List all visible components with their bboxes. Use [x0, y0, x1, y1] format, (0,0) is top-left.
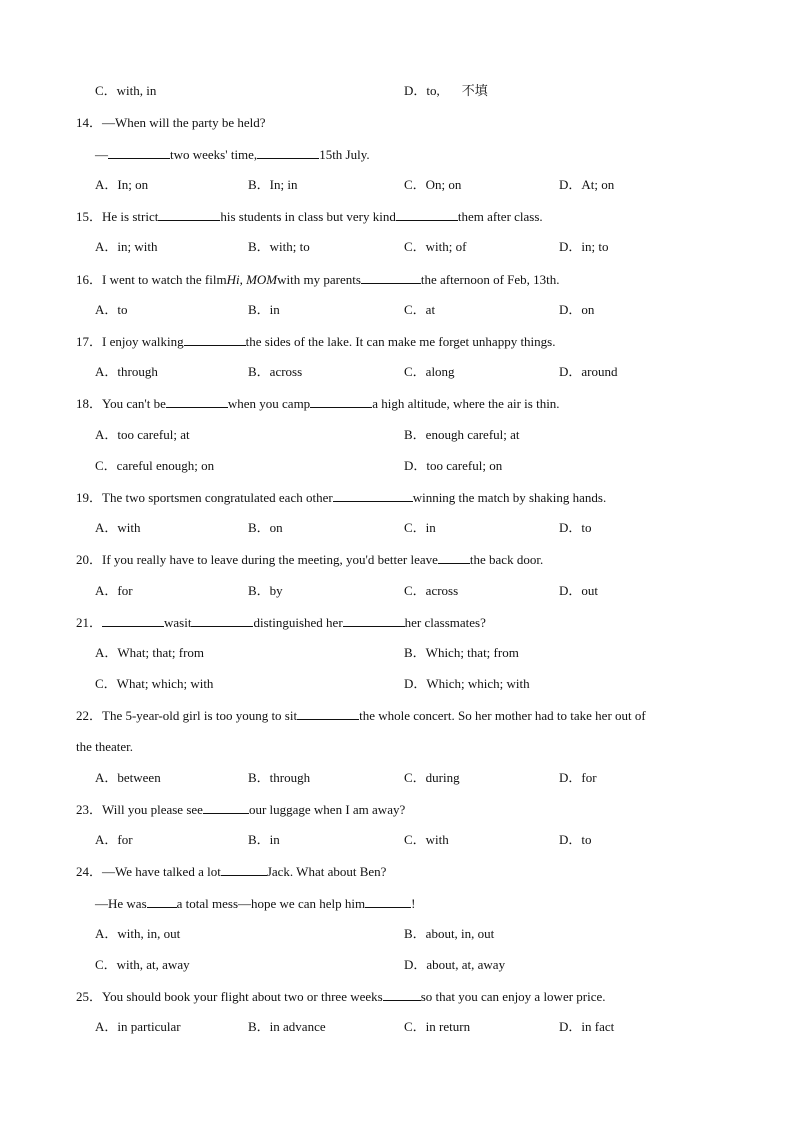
- q20-option-c[interactable]: C．across: [404, 583, 459, 598]
- answer-blank[interactable]: [184, 331, 246, 346]
- film-title: Hi, MOM: [226, 272, 278, 287]
- q21-option-d[interactable]: D．Which; which; with: [404, 676, 530, 691]
- q24-reply: —He wasa total mess—hope we can help him !: [0, 893, 794, 913]
- q21-stem: 21． wasit distinguished her her classmates?: [0, 612, 794, 632]
- q24-option-c[interactable]: C．with, at, away: [95, 957, 190, 972]
- q22-options-row: [0, 768, 794, 788]
- q13-option-c[interactable]: C．with, in: [95, 83, 157, 98]
- q18-options-row-2: [0, 456, 794, 476]
- q23-option-b[interactable]: B．in: [248, 832, 280, 847]
- q23-option-c[interactable]: C．with: [404, 832, 449, 847]
- q24-stem: 24．—We have talked a lot Jack. What about Ben?: [0, 861, 794, 881]
- answer-blank[interactable]: [361, 269, 421, 284]
- q17-stem: 17．I enjoy walking the sides of the lake. It can make me forget unhappy things.: [0, 331, 794, 351]
- q25-option-d[interactable]: D．in fact: [559, 1019, 615, 1034]
- q16-options-row: [0, 300, 794, 320]
- q21-option-c[interactable]: C．What; which; with: [95, 676, 214, 691]
- q22-option-a[interactable]: A．between: [95, 770, 161, 785]
- q14-option-a[interactable]: A．In; on: [95, 177, 149, 192]
- q16-option-b[interactable]: B．in: [248, 302, 280, 317]
- q14-reply: — two weeks' time, 15th July.: [0, 144, 794, 164]
- answer-blank[interactable]: [203, 799, 249, 814]
- q18-stem: 18．You can't be when you camp a high altitude, where the air is thin.: [0, 393, 794, 413]
- answer-blank[interactable]: [438, 549, 470, 564]
- q18-option-a[interactable]: A．too careful; at: [95, 427, 190, 442]
- q19-option-a[interactable]: A．with: [95, 520, 141, 535]
- q19-stem: 19．The two sportsmen congratulated each other winning the match by shaking hands.: [0, 487, 794, 507]
- answer-blank[interactable]: [396, 206, 458, 221]
- q22-option-b[interactable]: B．through: [248, 770, 311, 785]
- answer-blank[interactable]: [147, 893, 177, 908]
- q17-option-a[interactable]: A．through: [95, 364, 158, 379]
- q17-option-b[interactable]: B．across: [248, 364, 303, 379]
- q21-options-row-1: [0, 643, 794, 663]
- q24-option-d[interactable]: D．about, at, away: [404, 957, 506, 972]
- q15-option-d[interactable]: D．in; to: [559, 239, 609, 254]
- q14-options-row: [0, 175, 794, 195]
- q20-stem: 20．If you really have to leave during the meeting, you'd better leavethe back door.: [0, 549, 794, 569]
- q24-option-b[interactable]: B．about, in, out: [404, 926, 495, 941]
- q24-options-row-1: [0, 924, 794, 944]
- q22-stem: 22．The 5-year-old girl is too young to sit the whole concert. So her mother had to take her out of: [0, 705, 794, 725]
- q25-stem: 25．You should book your flight about two or three weeks so that you can enjoy a lower price.: [0, 986, 794, 1006]
- q22-stem-continued: the theater.: [76, 739, 134, 754]
- q19-option-b[interactable]: B．on: [248, 520, 283, 535]
- q17-option-d[interactable]: D．around: [559, 364, 618, 379]
- q18-option-d[interactable]: D．too careful; on: [404, 458, 503, 473]
- q22-option-d[interactable]: D．for: [559, 770, 597, 785]
- q15-option-c[interactable]: C．with; of: [404, 239, 467, 254]
- q16-option-d[interactable]: D．on: [559, 302, 595, 317]
- q25-options-row: [0, 1017, 794, 1037]
- q14-stem: 14．—When will the party be held?: [76, 115, 266, 130]
- q23-stem: 23．Will you please see our luggage when I am away?: [0, 799, 794, 819]
- q20-options-row: [0, 581, 794, 601]
- q19-option-d[interactable]: D．to: [559, 520, 592, 535]
- answer-blank[interactable]: [108, 144, 170, 159]
- answer-blank[interactable]: [102, 612, 164, 627]
- q21-option-b[interactable]: B．Which; that; from: [404, 645, 519, 660]
- q22-option-c[interactable]: C．during: [404, 770, 460, 785]
- q23-option-a[interactable]: A．for: [95, 832, 133, 847]
- q18-options-row-1: [0, 425, 794, 445]
- q15-option-a[interactable]: A．in; with: [95, 239, 158, 254]
- q15-options-row: [0, 237, 794, 257]
- answer-blank[interactable]: [158, 206, 220, 221]
- q17-options-row: [0, 362, 794, 382]
- answer-blank[interactable]: [257, 144, 319, 159]
- q14-option-c[interactable]: C．On; on: [404, 177, 462, 192]
- q23-option-d[interactable]: D．to: [559, 832, 592, 847]
- q20-option-d[interactable]: D．out: [559, 583, 599, 598]
- answer-blank[interactable]: [166, 393, 228, 408]
- q25-option-a[interactable]: A．in particular: [95, 1019, 181, 1034]
- answer-blank[interactable]: [297, 705, 359, 720]
- q14-option-b[interactable]: B．In; in: [248, 177, 298, 192]
- q13-option-d[interactable]: D．to, 不填: [404, 83, 488, 99]
- q24-option-a[interactable]: A．with, in, out: [95, 926, 181, 941]
- q15-stem: 15．He is strict his students in class but very kind them after class.: [0, 206, 794, 226]
- q16-stem: 16．I went to watch the filmHi, MOMwith my parents the afternoon of Feb, 13th.: [0, 269, 794, 289]
- q23-options-row: [0, 830, 794, 850]
- q24-options-row-2: [0, 955, 794, 975]
- answer-blank[interactable]: [343, 612, 405, 627]
- q21-option-a[interactable]: A．What; that; from: [95, 645, 205, 660]
- q21-options-row-2: [0, 674, 794, 694]
- answer-blank[interactable]: [333, 487, 413, 502]
- answer-blank[interactable]: [221, 861, 267, 876]
- answer-blank[interactable]: [191, 612, 253, 627]
- q16-option-a[interactable]: A．to: [95, 302, 128, 317]
- q25-option-c[interactable]: C．in return: [404, 1019, 471, 1034]
- q17-option-c[interactable]: C．along: [404, 364, 455, 379]
- q13-options-row: [0, 81, 794, 101]
- q18-option-b[interactable]: B．enough careful; at: [404, 427, 520, 442]
- answer-blank[interactable]: [310, 393, 372, 408]
- q14-option-d[interactable]: D．At; on: [559, 177, 615, 192]
- q19-option-c[interactable]: C．in: [404, 520, 436, 535]
- q20-option-b[interactable]: B．by: [248, 583, 283, 598]
- q20-option-a[interactable]: A．for: [95, 583, 133, 598]
- answer-blank[interactable]: [383, 986, 421, 1001]
- q25-option-b[interactable]: B．in advance: [248, 1019, 326, 1034]
- q18-option-c[interactable]: C．careful enough; on: [95, 458, 215, 473]
- answer-blank[interactable]: [365, 893, 411, 908]
- q19-options-row: [0, 518, 794, 538]
- q15-option-b[interactable]: B．with; to: [248, 239, 310, 254]
- q16-option-c[interactable]: C．at: [404, 302, 436, 317]
